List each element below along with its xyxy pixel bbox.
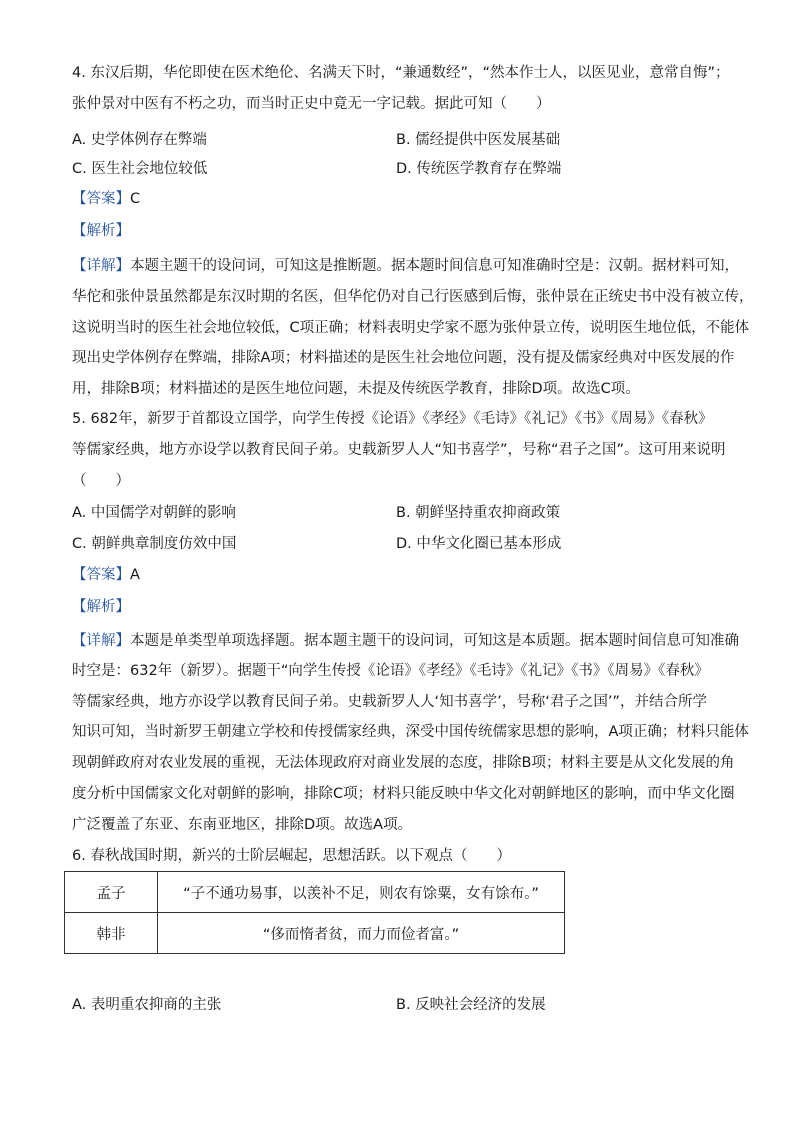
quote-table [64,871,565,954]
analysis-tag: 【解析】 [72,223,130,239]
q5-detail-line-2: 时空是：632年（新罗）。据题干“向学生传授《论语》《孝经》《毛诗》《礼记》《书》《周易》《春秋》 [72,663,709,679]
q5-answer [72,565,732,585]
q4-detail-line-5: 用，排除B项；材料描述的是医生地位问题，未提及传统医学教育，排除D项。故选C项。 [72,381,640,397]
q5-stem-line-2: 等儒家经典，地方亦设学以教育民间子弟。史载新罗人人“知书喜学”，号称“君子之国”。这可用来说明 [72,442,726,458]
thinker-cell: 韩非 [65,913,158,954]
q6-option-a: A. 表明重农抑商的主张 [72,997,222,1013]
q5-option-d: D. 中华文化圈已基本形成 [396,536,562,552]
answer-value: C [130,191,141,207]
analysis-tag: 【解析】 [72,599,130,615]
q4-detail-line-2: 华佗和张仲景虽然都是东汉时期的名医，但华佗仍对自己行医感到后悔，张仲景在正统史书中没有被立传， [72,289,754,305]
detail-tag: 【详解】 [72,258,130,274]
q4-analysis-tag [72,221,732,241]
q5-option-a: A. 中国儒学对朝鲜的影响 [72,505,236,521]
quote-cell: “子不通功易事，以羡补不足，则农有馀粟，女有馀布。” [158,872,565,913]
q4-option-c: C. 医生社会地位较低 [72,161,208,177]
q6-option-b: B. 反映社会经济的发展 [396,997,546,1013]
q6-stem: 6. 春秋战国时期，新兴的士阶层崛起，思想活跃。以下观点（ ） [72,848,511,864]
thinker-cell: 孟子 [65,872,158,913]
detail-text: 本题是单类型单项选择题。据本题主题干的设问词，可知这是本质题。据本题时间信息可知准确 [130,633,739,649]
q4-detail-line-4: 现出史学体例存在弊端，排除A项；材料描述的是医生社会地位问题，没有提及儒家经典对中医发展的作 [72,350,735,366]
q4-stem-line-2: 张仲景对中医有不朽之功，而当时正史中竟无一字记载。据此可知（ ） [72,96,551,112]
answer-tag: 【答案】 [72,191,130,207]
quote-cell: “侈而惰者贫，而力而俭者富。” [158,913,565,954]
q5-analysis-tag [72,597,732,617]
table-row [65,872,565,913]
answer-tag: 【答案】 [72,567,130,583]
q4-option-d: D. 传统医学教育存在弊端 [396,161,562,177]
q4-option-a: A. 史学体例存在弊端 [72,132,207,148]
q5-option-c: C. 朝鲜典章制度仿效中国 [72,536,237,552]
answer-value: A [130,567,140,583]
q5-detail-line-5: 现朝鲜政府对农业发展的重视，无法体现政府对商业发展的态度，排除B项；材料主要是从文化发展的角 [72,755,735,771]
table-row [65,913,565,954]
q5-stem-line-3: （ ） [72,473,130,489]
q5-option-b: B. 朝鲜坚持重农抑商政策 [396,505,561,521]
q5-detail-line-3: 等儒家经典，地方亦设学以教育民间子弟。史载新罗人人‘知书喜学’，号称‘君子之国’”，并结合所学 [72,694,707,710]
detail-tag: 【详解】 [72,633,130,649]
q5-detail-line-7: 广泛覆盖了东亚、东南亚地区，排除D项。故选A项。 [72,817,413,833]
q4-option-b: B. 儒经提供中医发展基础 [396,132,561,148]
detail-text: 本题主题干的设问词，可知这是推断题。据本题时间信息可知准确时空是：汉朝。据材料可知， [130,258,739,274]
q4-answer [72,189,732,209]
q4-stem-line-1: 4. 东汉后期，华佗即使在医术绝伦、名满天下时，“兼通数经”，“然本作士人，以医见业，意常自悔”； [72,65,730,81]
q4-detail-line-1 [72,256,739,276]
q4-detail-line-3: 这说明当时的医生社会地位较低，C项正确；材料表明史学家不愿为张仲景立传，说明医生地位低，不能体 [72,320,750,336]
q5-stem-line-1: 5. 682年，新罗于首都设立国学，向学生传授《论语》《孝经》《毛诗》《礼记》《书》《周易》《春秋》 [72,411,713,427]
q5-detail-line-4: 知识可知，当时新罗王朝建立学校和传授儒家经典，深受中国传统儒家思想的影响，A项正确；材料只能体 [72,724,749,740]
q5-detail-line-6: 度分析中国儒家文化对朝鲜的影响，排除C项；材料只能反映中华文化对朝鲜地区的影响，而中华文化圈 [72,786,735,802]
q5-detail-line-1 [72,631,739,651]
